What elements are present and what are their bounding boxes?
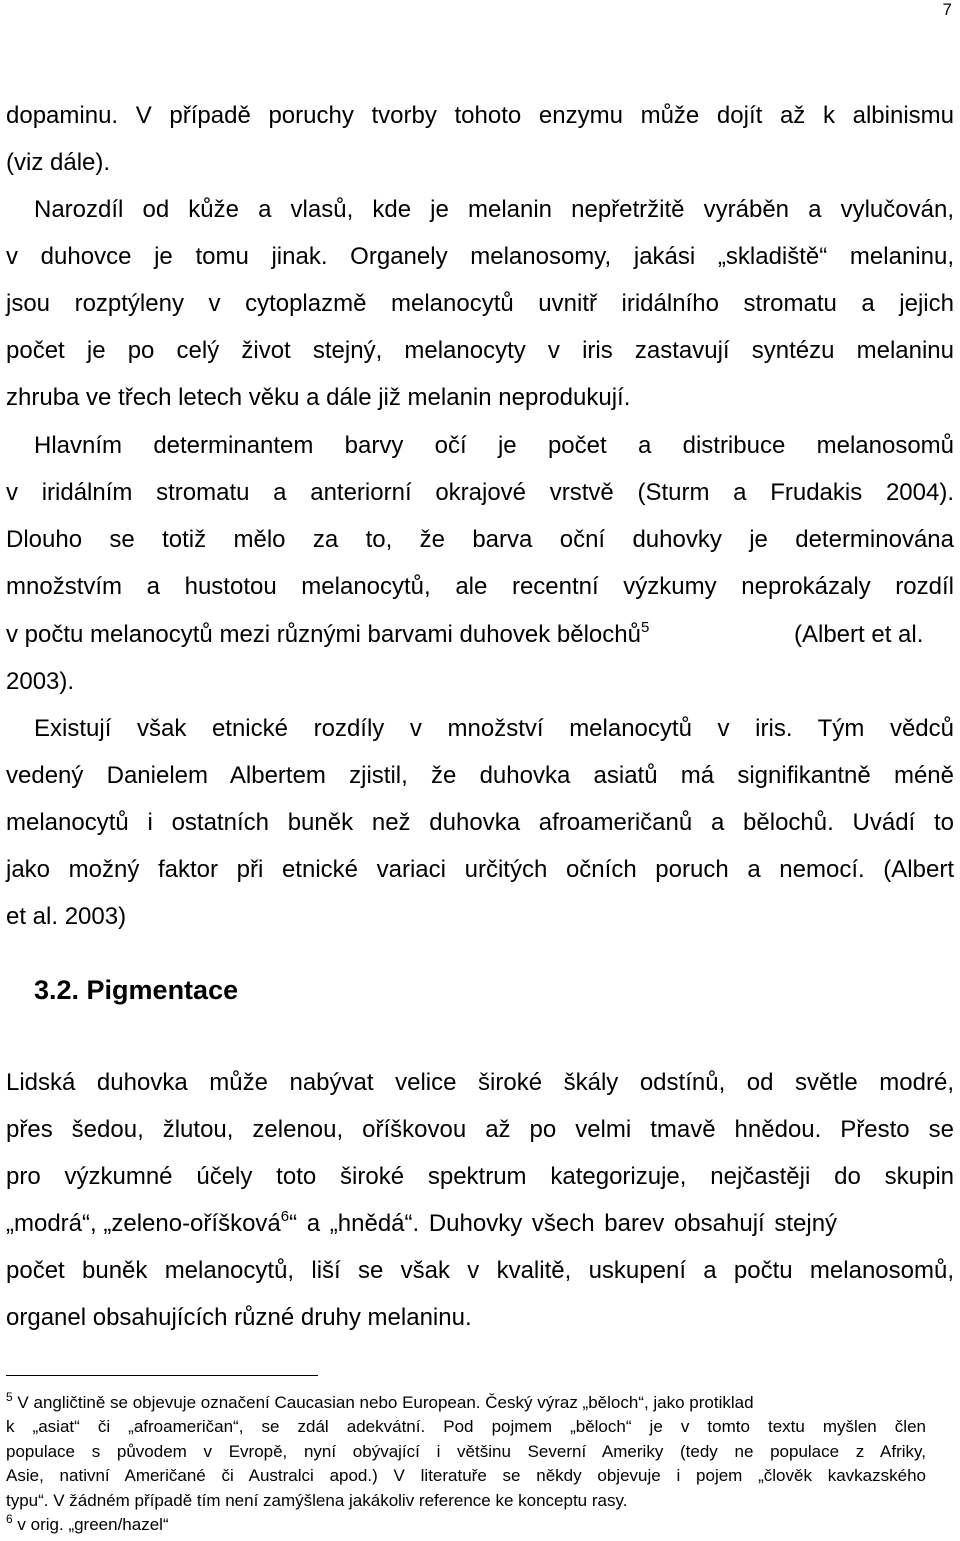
footnote-text: V angličtině se objevuje označení Caucasian nebo European. Český výraz „běloch“, jako protiklad	[17, 1393, 754, 1412]
text-line: Existují však etnické rozdíly v množství melanocytů v iris. Tým vědců	[34, 715, 954, 742]
text-line-with-footnote	[6, 1210, 837, 1238]
text-line-with-footnote	[6, 621, 649, 649]
footnote-ref-6[interactable]: 6	[280, 1208, 290, 1225]
text-line: melanocytů i ostatních buněk než duhovka afroameričanů a bělochů. Uvádí to	[6, 809, 954, 836]
text-line: Dlouho se totiž mělo za to, že barva oční duhovky je determinována	[6, 526, 954, 553]
text-line: Narozdíl od kůže a vlasů, kde je melanin nepřetržitě vyráběn a vylučován,	[34, 196, 954, 223]
text-line: zhruba ve třech letech věku a dále již melanin neprodukují.	[6, 384, 631, 411]
text-segment: v počtu melanocytů mezi různými barvami duhovek bělochů	[6, 621, 641, 648]
text-line: 2003).	[6, 668, 75, 695]
footnote-text: Asie, nativní Američané či Australci apod.) V literatuře se někdy objevuje i pojem „člověk kavkazského	[6, 1466, 926, 1485]
footnote-text: populace s původem v Evropě, nyní obývající i většinu Severní Ameriky (tedy ne populace z Afriky,	[6, 1442, 926, 1461]
footnote-5-marker: 5	[6, 1390, 13, 1404]
text-line: počet buněk melanocytů, liší se však v kvalitě, uskupení a počtu melanosomů,	[6, 1257, 954, 1284]
footnote-6-marker: 6	[6, 1512, 13, 1526]
text-segment: “ a „hnědá“. Duhovky všech barev obsahují stejný	[289, 1210, 838, 1237]
text-line: jsou rozptýleny v cytoplazmě melanocytů uvnitř iridálního stromatu a jejich	[6, 290, 954, 317]
footnote-separator	[6, 1375, 318, 1376]
page-number: 7	[942, 0, 952, 19]
footnote-ref-5[interactable]: 5	[640, 619, 650, 636]
text-line: jako možný faktor při etnické variaci určitých očních poruch a nemocí. (Albert	[6, 856, 954, 883]
text-line: (Albert et al.	[794, 621, 924, 648]
text-line: Lidská duhovka může nabývat velice široké škály odstínů, od světle modré,	[6, 1069, 954, 1096]
text-line: přes šedou, žlutou, zelenou, oříškovou až po velmi tmavě hnědou. Přesto se	[6, 1116, 954, 1143]
text-line: pro výzkumné účely toto široké spektrum kategorizuje, nejčastěji do skupin	[6, 1163, 954, 1190]
footnote-text: v orig. „green/hazel“	[17, 1515, 169, 1534]
text-line: množstvím a hustotou melanocytů, ale recentní výzkumy neprokázaly rozdíl	[6, 573, 954, 600]
footnote-6-line	[6, 1512, 169, 1535]
footnote-text: typu“. V žádném případě tím není zamýšlena jakákoliv reference ke konceptu rasy.	[6, 1491, 628, 1510]
text-line: dopaminu. V případě poruchy tvorby tohoto enzymu může dojít až k albinismu	[6, 102, 954, 129]
text-line: organel obsahujících různé druhy melaninu.	[6, 1304, 472, 1331]
text-line: v iridálním stromatu a anteriorní okrajové vrstvě (Sturm a Frudakis 2004).	[6, 479, 954, 506]
text-line: Hlavním determinantem barvy očí je počet a distribuce melanosomů	[34, 432, 954, 459]
text-line: (viz dále).	[6, 149, 111, 176]
text-segment: „modrá“, „zeleno-oříšková	[6, 1210, 281, 1237]
text-line: v duhovce je tomu jinak. Organely melanosomy, jakási „skladiště“ melaninu,	[6, 243, 954, 270]
text-line: počet je po celý život stejný, melanocyty v iris zastavují syntézu melaninu	[6, 337, 954, 364]
text-line: vedený Danielem Albertem zjistil, že duhovka asiatů má signifikantně méně	[6, 762, 954, 789]
text-line: et al. 2003)	[6, 903, 127, 930]
section-heading: 3.2. Pigmentace	[34, 975, 239, 1005]
footnote-5-line	[6, 1390, 754, 1413]
footnote-text: k „asiat“ či „afroameričan“, se zdál adekvátní. Pod pojmem „běloch“ je v tomto textu myšlen člen	[6, 1417, 926, 1436]
